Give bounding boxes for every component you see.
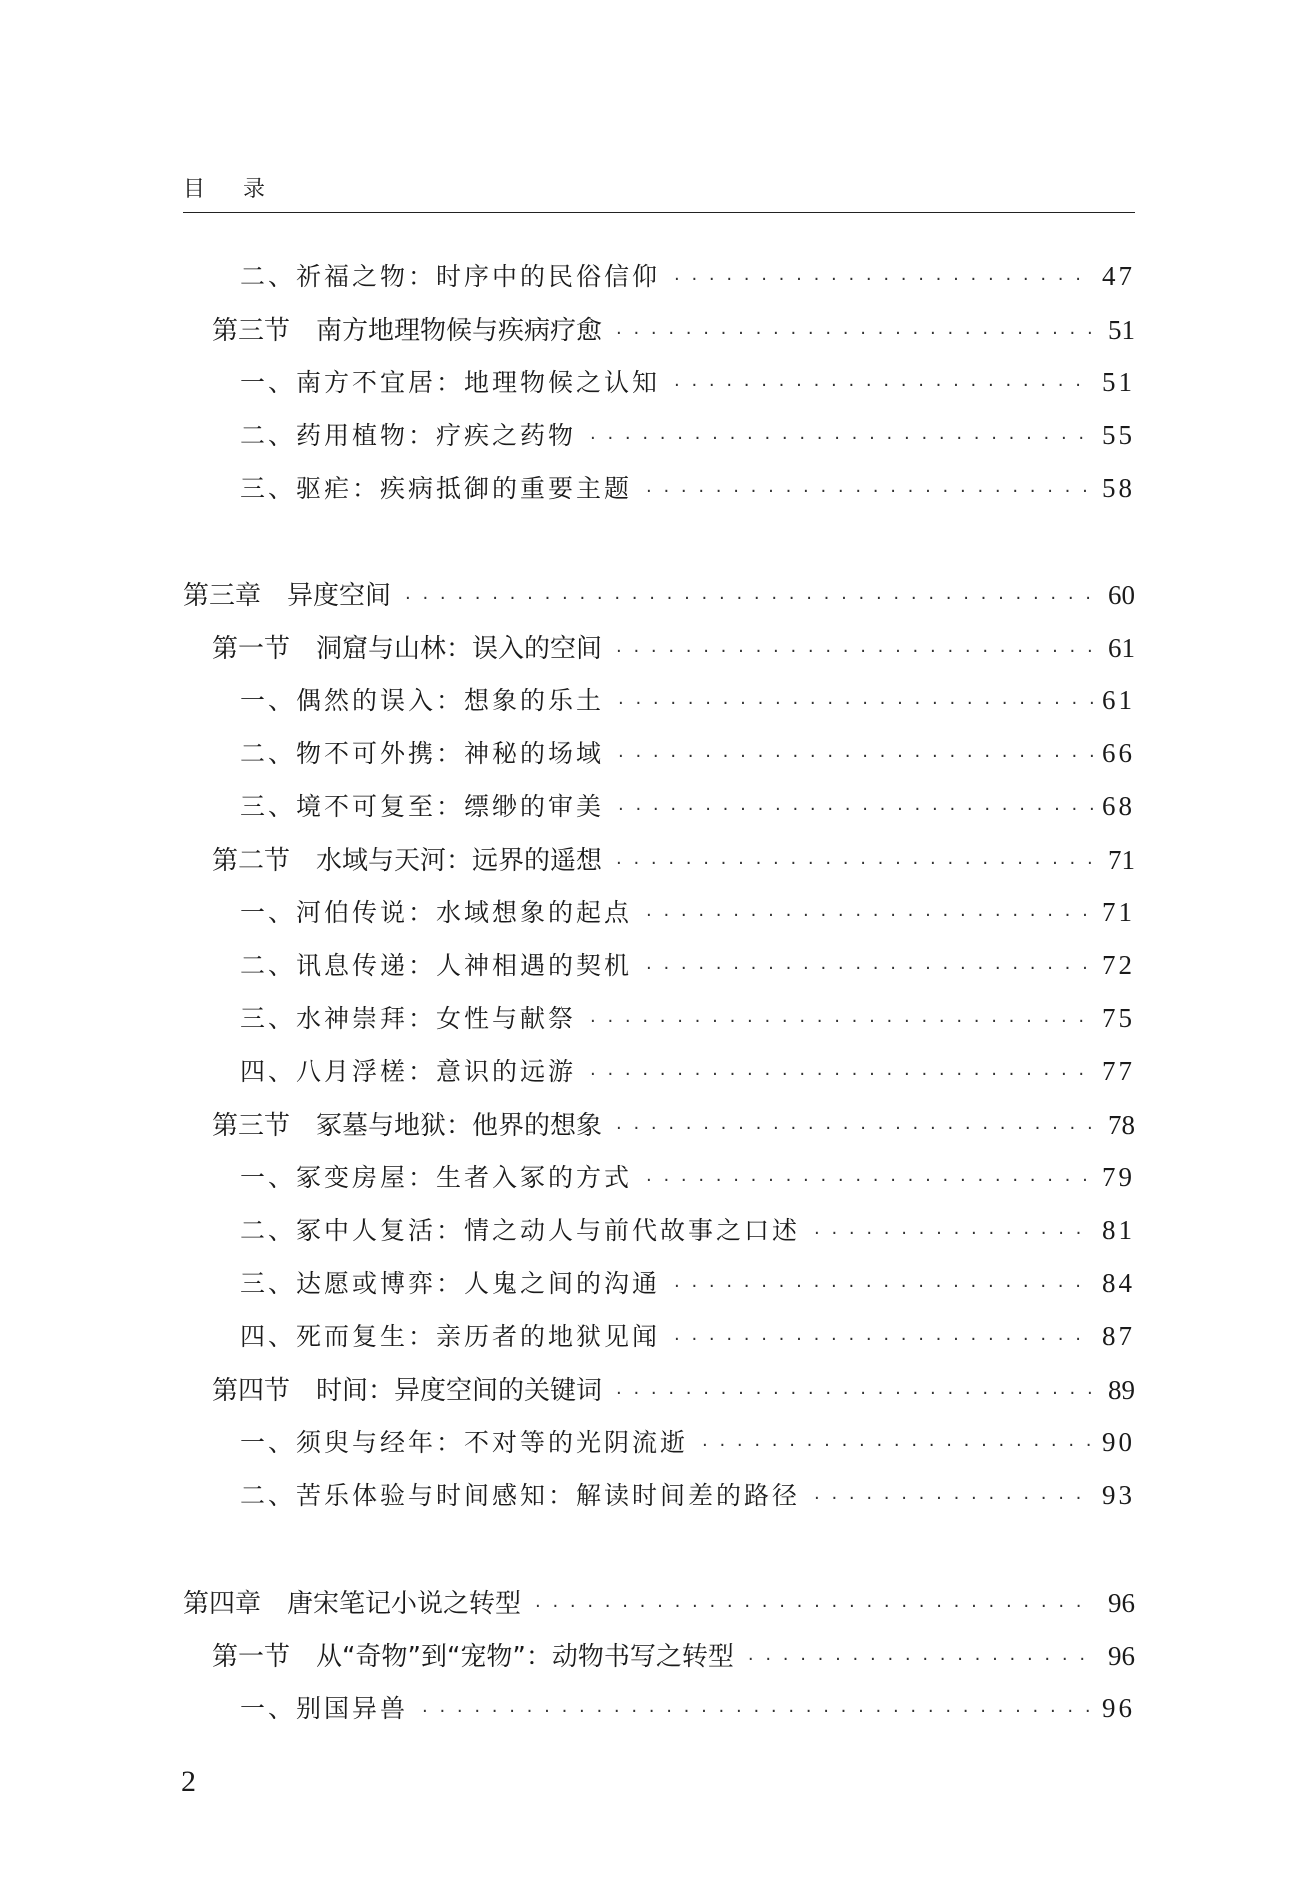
toc-page-number: 79 [1102, 1162, 1135, 1192]
toc-entry[interactable] [240, 893, 1135, 933]
toc-page-number: 81 [1102, 1215, 1135, 1245]
dot-leader [814, 1488, 1093, 1509]
toc-entry-label: 二、物不可外携：神秘的场域 [240, 739, 605, 768]
toc-page-number: 75 [1102, 1003, 1135, 1033]
page-number: 2 [181, 1765, 196, 1798]
toc-entry[interactable] [212, 1370, 1135, 1410]
toc-page-number: 90 [1102, 1427, 1135, 1457]
toc-page-number: 66 [1102, 738, 1135, 768]
toc-chapter-entry[interactable] [183, 575, 1135, 615]
toc-entry-label: 一、河伯传说：水域想象的起点 [240, 898, 633, 927]
dot-leader [702, 1435, 1093, 1456]
toc-entry[interactable] [240, 1052, 1135, 1092]
toc-entry-label: 一、偶然的误入：想象的乐土 [240, 686, 605, 715]
toc-entry-label: 三、达愿或博弈：人鬼之间的沟通 [240, 1269, 661, 1298]
toc-page-number: 96 [1102, 1693, 1135, 1723]
toc-entry[interactable] [240, 734, 1135, 774]
dot-leader [616, 323, 1093, 344]
toc-entry-label: 第一节 洞窟与山林：误入的空间 [212, 634, 603, 664]
toc-entry-label: 第四节 时间：异度空间的关键词 [212, 1376, 603, 1406]
toc-page-number: 78 [1108, 1110, 1135, 1140]
dot-leader [616, 641, 1093, 662]
toc-page-number: 72 [1102, 950, 1135, 980]
toc-entry[interactable] [240, 1211, 1135, 1251]
toc-page-number: 51 [1102, 367, 1135, 397]
toc-page-number: 89 [1108, 1375, 1135, 1405]
toc-entry[interactable] [212, 310, 1135, 350]
dot-leader [646, 481, 1093, 502]
toc-entry-label: 第四章 唐宋笔记小说之转型 [183, 1589, 522, 1619]
toc-entry[interactable] [240, 1317, 1135, 1357]
toc-page-number: 61 [1108, 633, 1135, 663]
toc-entry[interactable] [240, 1689, 1135, 1729]
toc-page-number: 61 [1102, 685, 1135, 715]
toc-entry-label: 一、别国异兽 [240, 1694, 409, 1723]
dot-leader [748, 1649, 1093, 1670]
toc-entry[interactable] [240, 257, 1135, 297]
toc-entry[interactable] [240, 999, 1135, 1039]
dot-leader [674, 269, 1093, 290]
toc-entry[interactable] [212, 1105, 1135, 1145]
toc-entry[interactable] [212, 1636, 1135, 1676]
dot-leader [535, 1596, 1093, 1617]
toc-page-number: 77 [1102, 1056, 1135, 1086]
running-head: 目录 [183, 177, 304, 202]
toc-entry-label: 三、驱疟：疾病抵御的重要主题 [240, 474, 633, 503]
toc-entry[interactable] [240, 787, 1135, 827]
toc-page-number: 51 [1108, 315, 1135, 345]
dot-leader [618, 746, 1093, 767]
toc-entry[interactable] [240, 681, 1135, 721]
header-rule [183, 212, 1135, 213]
toc-entry[interactable] [240, 1476, 1135, 1516]
toc-page-number: 60 [1108, 580, 1135, 610]
dot-leader [646, 905, 1093, 926]
toc-chapter-entry[interactable] [183, 1583, 1135, 1623]
dot-leader [405, 588, 1093, 609]
toc-entry-label: 第二节 水域与天河：远界的遥想 [212, 846, 603, 876]
dot-leader [646, 958, 1093, 979]
toc-entry-label: 第三节 冢墓与地狱：他界的想象 [212, 1111, 603, 1141]
toc-entry-label: 一、南方不宜居：地理物候之认知 [240, 368, 661, 397]
toc-entry-label: 二、讯息传递：人神相遇的契机 [240, 951, 633, 980]
dot-leader [590, 1064, 1093, 1085]
toc-entry-label: 二、药用植物：疗疾之药物 [240, 421, 577, 450]
toc-page-number: 55 [1102, 420, 1135, 450]
dot-leader [616, 853, 1093, 874]
dot-leader [590, 428, 1093, 449]
dot-leader [618, 693, 1093, 714]
toc-entry-label: 二、冢中人复活：情之动人与前代故事之口述 [240, 1216, 801, 1245]
toc-page-number: 71 [1108, 845, 1135, 875]
toc-entry[interactable] [212, 628, 1135, 668]
dot-leader [618, 799, 1093, 820]
dot-leader [674, 375, 1093, 396]
toc-page-number: 68 [1102, 791, 1135, 821]
toc-entry-label: 四、死而复生：亲历者的地狱见闻 [240, 1322, 661, 1351]
toc-entry[interactable] [240, 469, 1135, 509]
toc-entry[interactable] [240, 1158, 1135, 1198]
toc-page-number: 93 [1102, 1480, 1135, 1510]
dot-leader [616, 1383, 1093, 1404]
toc-page-number: 96 [1108, 1641, 1135, 1671]
toc-page-number: 47 [1102, 261, 1135, 291]
toc-page-number: 87 [1102, 1321, 1135, 1351]
toc-page-number: 71 [1102, 897, 1135, 927]
dot-leader [422, 1701, 1093, 1722]
toc-entry[interactable] [240, 1264, 1135, 1304]
toc-entry-label: 第一节 从“奇物”到“宠物”：动物书写之转型 [212, 1642, 734, 1672]
toc-entry[interactable] [240, 946, 1135, 986]
toc-entry[interactable] [240, 416, 1135, 456]
toc-entry[interactable] [240, 1423, 1135, 1463]
toc-entry-label: 第三节 南方地理物候与疾病疗愈 [212, 316, 603, 346]
toc-entry-label: 二、祈福之物：时序中的民俗信仰 [240, 262, 661, 291]
dot-leader [616, 1118, 1093, 1139]
dot-leader [646, 1170, 1093, 1191]
dot-leader [674, 1329, 1093, 1350]
toc-entry-label: 一、冢变房屋：生者入冢的方式 [240, 1163, 633, 1192]
dot-leader [590, 1011, 1093, 1032]
toc-entry[interactable] [212, 840, 1135, 880]
toc-entry-label: 一、须臾与经年：不对等的光阴流逝 [240, 1428, 689, 1457]
toc-page-number: 96 [1108, 1588, 1135, 1618]
toc-entry-label: 二、苦乐体验与时间感知：解读时间差的路径 [240, 1481, 801, 1510]
toc-entry[interactable] [240, 363, 1135, 403]
toc-page-number: 58 [1102, 473, 1135, 503]
toc-entry-label: 第三章 异度空间 [183, 581, 392, 611]
dot-leader [674, 1276, 1093, 1297]
toc-page-number: 84 [1102, 1268, 1135, 1298]
dot-leader [814, 1223, 1093, 1244]
toc-entry-label: 三、境不可复至：缥缈的审美 [240, 792, 605, 821]
toc-entry-label: 四、八月浮槎：意识的远游 [240, 1057, 577, 1086]
toc-entry-label: 三、水神崇拜：女性与献祭 [240, 1004, 577, 1033]
